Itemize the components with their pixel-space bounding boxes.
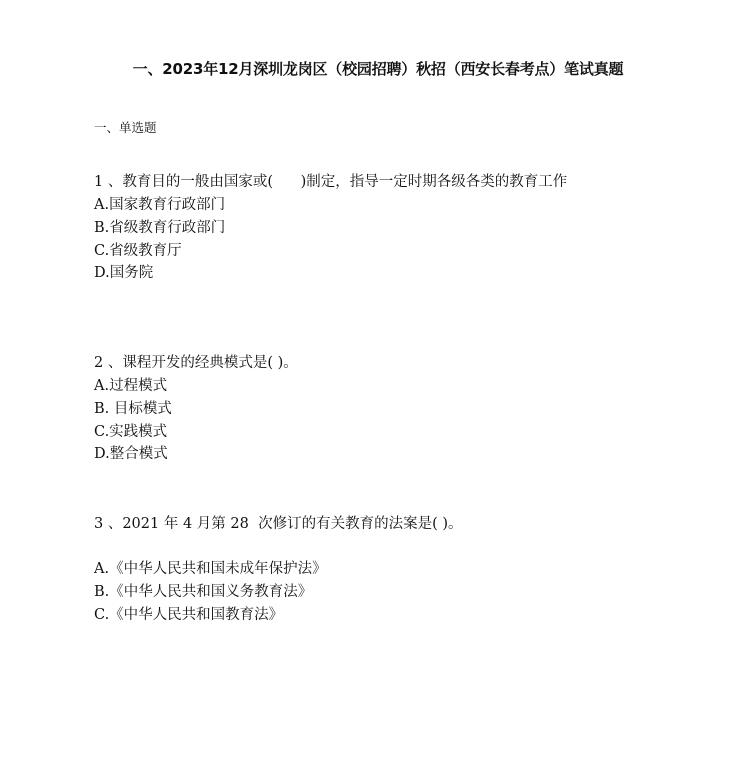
question-stem: 2 、课程开发的经典模式是( )。	[94, 355, 298, 371]
question-stem: 3 、2021 年 4 月第 28 次修订的有关教育的法案是( )。	[94, 516, 463, 532]
option-list	[94, 194, 716, 285]
option-b: B.省级教育行政部门	[94, 219, 226, 236]
question-3	[94, 513, 716, 626]
section-heading: 一、单选题	[94, 120, 157, 135]
option-b: B. 目标模式	[94, 400, 172, 417]
option-b: B.《中华人民共和国义务教育法》	[94, 583, 313, 600]
option-c: C.实践模式	[94, 423, 168, 440]
option-c: C.省级教育厅	[94, 242, 182, 259]
question-stem: 1 、教育目的一般由国家或( )制定，指导一定时期各级各类的教育工作	[94, 174, 568, 190]
question-2	[94, 352, 716, 466]
document-title: 一、2023年12月深圳龙岗区（校园招聘）秋招（西安长春考点）笔试真题	[132, 60, 624, 78]
option-a: A.《中华人民共和国未成年保护法》	[94, 561, 327, 577]
option-d: D.国务院	[94, 265, 154, 282]
option-list	[94, 375, 716, 466]
question-1	[94, 171, 716, 285]
option-a: A.过程模式	[94, 378, 168, 394]
option-list	[94, 558, 716, 626]
option-c: C.《中华人民共和国教育法》	[94, 606, 284, 623]
option-d: D.整合模式	[94, 446, 168, 463]
option-a: A.国家教育行政部门	[94, 197, 226, 213]
